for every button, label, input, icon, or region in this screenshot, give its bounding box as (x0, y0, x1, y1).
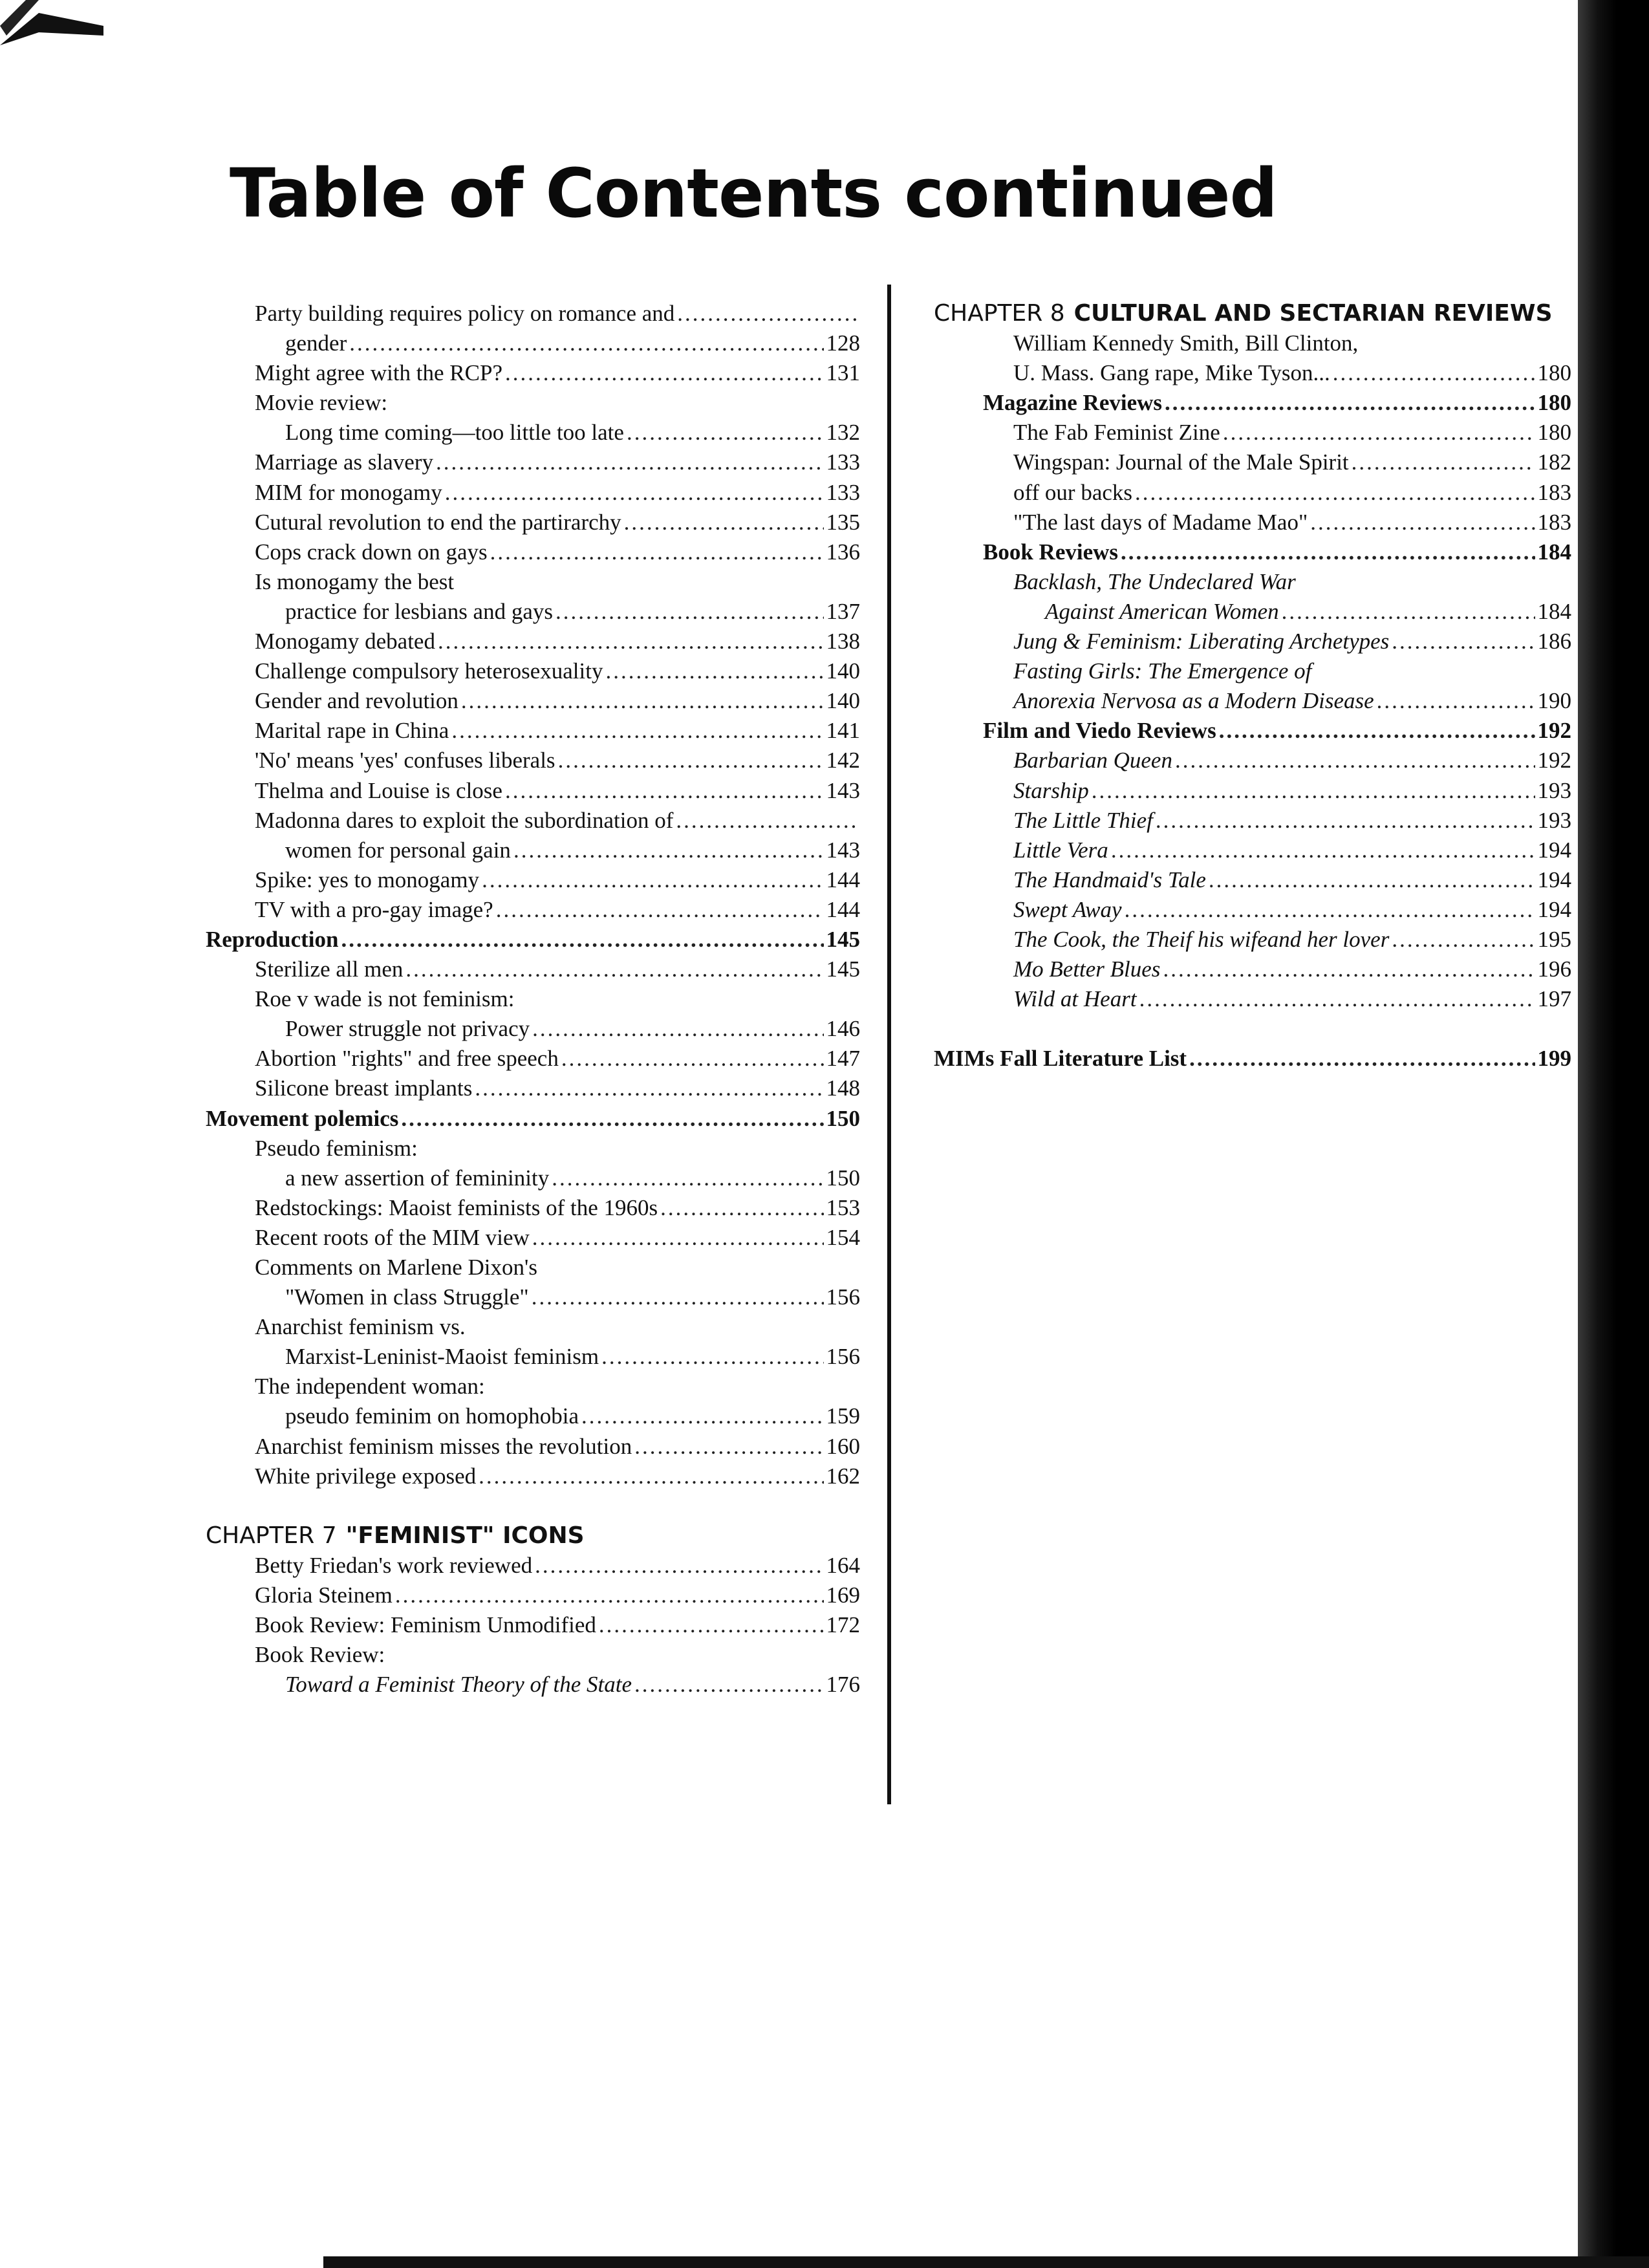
spacer (934, 1014, 1571, 1044)
dot-leader (1219, 716, 1535, 746)
toc-entry (206, 1432, 860, 1462)
toc-entry-title: "The last days of Madame Mao" (1013, 509, 1308, 535)
scan-dark-edge (1578, 0, 1649, 2268)
toc-entry (206, 1610, 860, 1640)
toc-entry-title: MIM for monogamy (255, 479, 442, 505)
dot-leader (561, 1044, 824, 1074)
toc-right-column (934, 299, 1571, 1074)
toc-entry (934, 478, 1571, 508)
toc-entry-title: TV with a pro-gay image? (255, 896, 493, 922)
toc-entry-title: Redstockings: Maoist feminists of the 1960s (255, 1194, 658, 1220)
toc-page-number: 176 (826, 1672, 860, 1698)
dot-leader (1163, 955, 1535, 984)
toc-page-number: 128 (826, 330, 860, 356)
toc-entry-title: Marital rape in China (255, 718, 449, 744)
toc-entry-title: Recent roots of the MIM view (255, 1224, 530, 1250)
toc-entry (206, 299, 860, 329)
dot-leader (555, 597, 823, 627)
toc-entry (934, 567, 1571, 597)
toc-entry-title: Comments on Marlene Dixon's (255, 1255, 537, 1280)
dot-leader (513, 836, 824, 865)
dot-leader (1377, 686, 1535, 716)
toc-entry (206, 1312, 860, 1342)
dot-leader (405, 955, 823, 984)
toc-entry (934, 627, 1571, 656)
toc-entry-title: Movement polemics (206, 1105, 399, 1131)
dot-leader (532, 1223, 824, 1253)
dot-leader (349, 329, 823, 358)
toc-page-number: 136 (826, 539, 860, 565)
toc-entry-title: off our backs (1013, 479, 1133, 505)
toc-page-number: 138 (826, 629, 860, 654)
toc-page-number: 160 (826, 1433, 860, 1459)
toc-page-number: 140 (826, 658, 860, 684)
toc-page-number: 197 (1537, 986, 1571, 1012)
toc-entry (934, 508, 1571, 537)
toc-entry-title: William Kennedy Smith, Bill Clinton, (1013, 330, 1359, 356)
toc-page-number: 194 (1537, 896, 1571, 922)
toc-page-number: 180 (1537, 390, 1571, 416)
dot-leader (634, 1432, 823, 1462)
toc-entry-title: Little Vera (1013, 837, 1108, 863)
toc-entry (934, 686, 1571, 716)
dot-leader (490, 537, 824, 567)
toc-entry (206, 1581, 860, 1610)
toc-left-column (206, 299, 860, 1700)
toc-page-number: 156 (826, 1284, 860, 1310)
toc-page-number: 143 (826, 777, 860, 803)
toc-entry-title: practice for lesbians and gays (285, 598, 554, 624)
toc-entry-title: Gloria Steinem (255, 1582, 393, 1608)
toc-page-number: 154 (826, 1224, 860, 1250)
toc-entry-title: Party building requires policy on romance and (255, 301, 675, 326)
toc-entry (934, 806, 1571, 836)
dot-leader (461, 686, 824, 716)
toc-page-number: 199 (1537, 1046, 1571, 1072)
toc-entry-title: 'No' means 'yes' confuses liberals (255, 748, 555, 773)
toc-entry-title: Film and Viedo Reviews (983, 718, 1216, 744)
toc-entry-title: Book Review: Feminism Unmodified (255, 1612, 596, 1638)
toc-entry (934, 329, 1571, 358)
toc-entry (206, 716, 860, 746)
toc-entry-title: Cutural revolution to end the partirarchy (255, 509, 621, 535)
toc-entry (206, 836, 860, 865)
dot-leader (438, 627, 824, 656)
toc-entry (934, 358, 1571, 388)
toc-entry (206, 418, 860, 448)
toc-entry-title: Power struggle not privacy (285, 1016, 530, 1042)
toc-page-number: 144 (826, 896, 860, 922)
chapter-title: CULTURAL AND SECTARIAN REVIEWS (1073, 300, 1553, 327)
dot-leader (1333, 358, 1535, 388)
dot-leader (475, 1074, 823, 1103)
toc-entry (206, 597, 860, 627)
dot-leader (1223, 418, 1535, 448)
toc-page-number: 141 (826, 718, 860, 744)
dot-leader (1352, 448, 1535, 477)
toc-entry (934, 746, 1571, 775)
dot-leader (601, 1342, 823, 1372)
toc-page-number: 183 (1537, 509, 1571, 535)
toc-page-number: 194 (1537, 867, 1571, 892)
toc-page-number: 192 (1537, 748, 1571, 773)
toc-entry (206, 865, 860, 895)
dot-leader (1139, 984, 1535, 1014)
page-title: Table of Contents continued (230, 154, 1277, 233)
toc-page-number: 148 (826, 1075, 860, 1101)
toc-page-number: 183 (1537, 479, 1571, 505)
toc-page-number: 131 (826, 360, 860, 386)
dot-leader (445, 478, 824, 508)
toc-page-number: 182 (1537, 449, 1571, 475)
dot-leader (1092, 776, 1535, 806)
toc-entry-title: Marriage as slavery (255, 449, 433, 475)
toc-page-number: 190 (1537, 688, 1571, 714)
toc-page-number: 195 (1537, 926, 1571, 952)
toc-entry (934, 597, 1571, 627)
toc-entry-title: Silicone breast implants (255, 1075, 473, 1101)
dot-leader (605, 656, 823, 686)
toc-page-number: 193 (1537, 777, 1571, 803)
dot-leader (624, 508, 824, 537)
chapter-heading (206, 1521, 860, 1551)
toc-page-number: 186 (1537, 629, 1571, 654)
toc-page-number: 133 (826, 449, 860, 475)
chapter-title: "FEMINIST" ICONS (345, 1522, 585, 1549)
toc-page-number: 142 (826, 748, 860, 773)
toc-page-number: 169 (826, 1582, 860, 1608)
toc-entry (206, 329, 860, 358)
toc-entry-title: The Cook, the Theif his wifeand her lover (1013, 926, 1390, 952)
dot-leader (1209, 865, 1535, 895)
scan-corner-mark (0, 0, 110, 58)
toc-entry-title: Might agree with the RCP? (255, 360, 503, 386)
dot-leader (532, 1014, 823, 1044)
toc-entry-title: Cops crack down on gays (255, 539, 488, 565)
toc-entry-title: Fasting Girls: The Emergence of (1013, 658, 1312, 684)
dot-leader (1175, 746, 1535, 775)
toc-entry-title: Starship (1013, 777, 1089, 803)
toc-entry-title: The Handmaid's Tale (1013, 867, 1206, 892)
toc-page-number: 162 (826, 1463, 860, 1489)
toc-entry (934, 836, 1571, 865)
toc-page-number: 145 (826, 956, 860, 982)
dot-leader (496, 895, 824, 925)
toc-entry-title: Long time coming—too little too late (285, 420, 624, 446)
dot-leader (1282, 597, 1535, 627)
dot-leader (1135, 478, 1535, 508)
toc-entry (206, 508, 860, 537)
toc-entry (206, 1640, 860, 1670)
toc-entry-title: Abortion "rights" and free speech (255, 1046, 559, 1072)
toc-entry (206, 1551, 860, 1581)
toc-page-number: 133 (826, 479, 860, 505)
toc-entry-title: Anorexia Nervosa as a Modern Disease (1013, 688, 1374, 714)
chapter-heading (934, 299, 1571, 329)
toc-section-heading (206, 1104, 860, 1134)
toc-section-heading (934, 537, 1571, 567)
toc-entry-title: Barbarian Queen (1013, 748, 1172, 773)
toc-entry (206, 746, 860, 775)
toc-page-number: 145 (826, 926, 860, 952)
toc-section-heading (934, 716, 1571, 746)
toc-entry (206, 567, 860, 597)
toc-entry (206, 1014, 860, 1044)
toc-entry (206, 1163, 860, 1193)
toc-page-number: 150 (826, 1105, 860, 1131)
toc-entry (206, 537, 860, 567)
toc-entry-title: Gender and revolution (255, 688, 458, 714)
toc-page-number: 172 (826, 1612, 860, 1638)
toc-entry (934, 925, 1571, 955)
toc-entry-title: The independent woman: (255, 1374, 485, 1399)
toc-page-number: 193 (1537, 807, 1571, 833)
dot-leader (505, 776, 824, 806)
toc-entry (206, 1401, 860, 1431)
dot-leader (677, 299, 857, 329)
toc-entry-title: "Women in class Struggle" (285, 1284, 529, 1310)
toc-entry-title: Movie review: (255, 390, 388, 416)
toc-entry-title: Jung & Feminism: Liberating Archetypes (1013, 629, 1390, 654)
toc-entry (206, 686, 860, 716)
toc-entry-title: MIMs Fall Literature List (934, 1046, 1187, 1072)
toc-entry-title: Reproduction (206, 926, 339, 952)
toc-entry (934, 984, 1571, 1014)
dot-leader (451, 716, 823, 746)
dot-leader (660, 1193, 823, 1223)
dot-leader (401, 1104, 823, 1134)
toc-entry-title: pseudo feminim on homophobia (285, 1403, 579, 1429)
toc-page-number: 184 (1537, 539, 1571, 565)
toc-entry (934, 776, 1571, 806)
toc-entry-title: Anarchist feminism misses the revolution (255, 1433, 632, 1459)
toc-entry-title: Swept Away (1013, 896, 1122, 922)
toc-entry-title: Marxist-Leninist-Maoist feminism (285, 1344, 599, 1370)
toc-entry (206, 806, 860, 836)
toc-entry-title: Spike: yes to monogamy (255, 867, 480, 892)
dot-leader (1121, 537, 1535, 567)
toc-page-number: 135 (826, 509, 860, 535)
spacer (206, 1491, 860, 1521)
toc-page-number: 164 (826, 1552, 860, 1578)
dot-leader (634, 1670, 823, 1700)
toc-page-number: 196 (1537, 956, 1571, 982)
dot-leader (1111, 836, 1535, 865)
toc-entry-title: U. Mass. Gang rape, Mike Tyson... (1013, 360, 1330, 386)
toc-entry-title: The Little Thief (1013, 807, 1153, 833)
toc-page-number: 143 (826, 837, 860, 863)
chapter-label: CHAPTER 8 (934, 300, 1065, 327)
toc-entry (934, 418, 1571, 448)
toc-entry-title: Backlash, The Undeclared War (1013, 568, 1296, 594)
toc-page-number: 180 (1537, 420, 1571, 446)
toc-entry (206, 1342, 860, 1372)
toc-entry-title: Book Review: (255, 1642, 385, 1668)
toc-entry (206, 1282, 860, 1312)
toc-entry (206, 984, 860, 1014)
toc-entry (934, 656, 1571, 686)
dot-leader (436, 448, 824, 477)
toc-entry (206, 1134, 860, 1163)
toc-entry-title: Thelma and Louise is close (255, 777, 502, 803)
dot-leader (581, 1401, 824, 1431)
toc-entry-title: Betty Friedan's work reviewed (255, 1552, 533, 1578)
toc-entry (206, 1670, 860, 1700)
toc-entry (934, 865, 1571, 895)
toc-entry (206, 1462, 860, 1491)
toc-entry-title: Pseudo feminism: (255, 1135, 418, 1161)
dot-leader (1392, 627, 1535, 656)
dot-leader (535, 1551, 823, 1581)
dot-leader (552, 1163, 823, 1193)
toc-entry (206, 955, 860, 984)
toc-entry-title: Book Reviews (983, 539, 1119, 565)
toc-entry (934, 955, 1571, 984)
toc-section-heading (934, 388, 1571, 418)
toc-entry (206, 895, 860, 925)
toc-entry-title: Wild at Heart (1013, 986, 1137, 1012)
toc-entry (206, 776, 860, 806)
toc-entry (934, 895, 1571, 925)
toc-page-number: 147 (826, 1046, 860, 1072)
dot-leader (395, 1581, 824, 1610)
toc-entry (206, 1372, 860, 1401)
toc-entry-title: women for personal gain (285, 837, 511, 863)
toc-entry-title: Monogamy debated (255, 629, 435, 654)
dot-leader (341, 925, 824, 955)
toc-entry-title: Challenge compulsory heterosexuality (255, 658, 603, 684)
dot-leader (1189, 1044, 1535, 1074)
toc-entry-title: Is monogamy the best (255, 568, 455, 594)
chapter-label: CHAPTER 7 (206, 1522, 337, 1549)
toc-page-number: 159 (826, 1403, 860, 1429)
toc-entry-title: gender (285, 330, 347, 356)
toc-entry-title: Mo Better Blues (1013, 956, 1161, 982)
toc-entry-title: a new assertion of femininity (285, 1165, 550, 1191)
column-divider (887, 285, 891, 1804)
toc-entry (206, 1223, 860, 1253)
dot-leader (479, 1462, 823, 1491)
dot-leader (558, 746, 824, 775)
toc-entry (206, 388, 860, 418)
dot-leader (627, 418, 824, 448)
toc-entry (206, 1253, 860, 1282)
toc-entry-title: The Fab Feminist Zine (1013, 420, 1220, 446)
dot-leader (532, 1282, 824, 1312)
toc-entry (206, 358, 860, 388)
toc-page-number: 192 (1537, 718, 1571, 744)
toc-page-number: 194 (1537, 837, 1571, 863)
dot-leader (505, 358, 823, 388)
toc-section-heading (206, 925, 860, 955)
toc-page-number: 153 (826, 1194, 860, 1220)
toc-page-number: 144 (826, 867, 860, 892)
dot-leader (1156, 806, 1535, 836)
toc-page-number: 184 (1537, 598, 1571, 624)
dot-leader (1392, 925, 1535, 955)
dot-leader (482, 865, 823, 895)
toc-page-number: 150 (826, 1165, 860, 1191)
toc-entry (206, 656, 860, 686)
toc-section-heading (934, 1044, 1571, 1074)
toc-entry (206, 448, 860, 477)
toc-entry-title: White privilege exposed (255, 1463, 477, 1489)
toc-page-number: 137 (826, 598, 860, 624)
toc-entry-title: Against American Women (1045, 598, 1279, 624)
toc-entry-title: Toward a Feminist Theory of the State (285, 1672, 632, 1698)
toc-entry (206, 627, 860, 656)
toc-entry (206, 478, 860, 508)
toc-entry (206, 1044, 860, 1074)
toc-entry-title: Madonna dares to exploit the subordination of (255, 807, 674, 833)
toc-entry-title: Anarchist feminism vs. (255, 1314, 466, 1340)
toc-page-number: 140 (826, 688, 860, 714)
toc-entry-title: Sterilize all men (255, 956, 404, 982)
toc-page-number: 180 (1537, 360, 1571, 386)
toc-page-number: 132 (826, 420, 860, 446)
dot-leader (1310, 508, 1535, 537)
toc-entry-title: Wingspan: Journal of the Male Spirit (1013, 449, 1349, 475)
toc-entry (206, 1193, 860, 1223)
dot-leader (1165, 388, 1535, 418)
toc-entry-title: Roe v wade is not feminism: (255, 986, 515, 1012)
toc-entry (934, 448, 1571, 477)
scan-bottom-bar (323, 2256, 1649, 2268)
toc-page-number: 156 (826, 1344, 860, 1370)
toc-page-number: 146 (826, 1016, 860, 1042)
dot-leader (1125, 895, 1535, 925)
toc-entry-title: Magazine Reviews (983, 390, 1163, 416)
dot-leader (676, 806, 857, 836)
toc-entry (206, 1074, 860, 1103)
dot-leader (599, 1610, 824, 1640)
